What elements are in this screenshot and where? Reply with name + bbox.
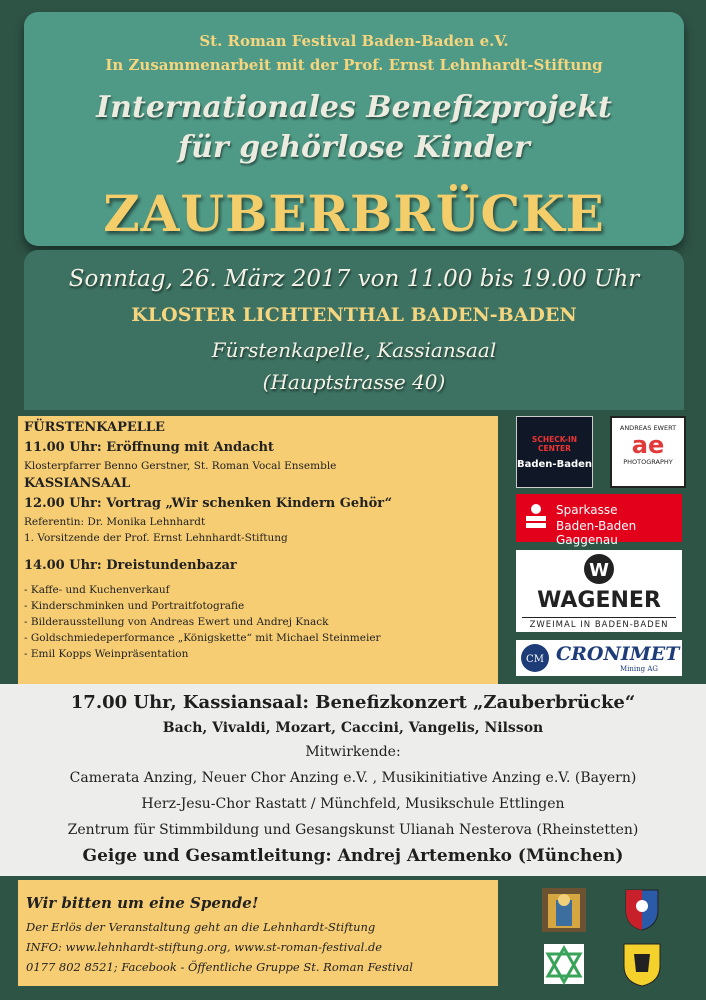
bazaar-item: - Kinderschminken und Portraitfotografie	[24, 600, 245, 612]
section-kassiansaal: KASSIANSAAL	[24, 476, 131, 491]
concert-lead: Geige und Gesamtleitung: Andrej Artemenko (München)	[82, 846, 624, 866]
footer-box	[18, 880, 498, 986]
crest-images	[520, 880, 706, 1000]
program-lecture-speaker: Referentin: Dr. Monika Lehnhardt	[24, 516, 206, 528]
proceeds-note: Der Erlös der Veranstaltung geht an die Lehnhardt-Stiftung	[26, 920, 376, 934]
bazaar-item: - Emil Kopps Weinpräsentation	[24, 648, 189, 660]
lion-crest-icon	[620, 940, 664, 984]
performers-line-3: Zentrum für Stimmbildung und Gesangskunst Ulianah Nesterova (Rheinstetten)	[67, 822, 639, 838]
cronimet-name: CRONIMET	[556, 643, 680, 665]
checkin-center-logo	[516, 416, 593, 488]
concert-panel	[0, 684, 706, 876]
sponsor-logos	[500, 416, 706, 684]
checkin-logo-line1: SCHECK-IN CENTER	[531, 435, 578, 453]
event-location: KLOSTER LICHTENTHAL BADEN-BADEN	[131, 304, 577, 326]
andreas-ewert-logo	[610, 416, 686, 488]
bazaar-item: - Bilderausstellung von Andreas Ewert und Andrej Knack	[24, 616, 329, 628]
donation-request: Wir bitten um eine Spende!	[26, 894, 259, 912]
section-fuerstenkapelle: FÜRSTENKAPELLE	[24, 420, 165, 435]
concert-title: 17.00 Uhr, Kassiansaal: Benefizkonzert „Zauberbrücke“	[70, 692, 636, 713]
performers-line-2: Herz-Jesu-Chor Rastatt / Münchfeld, Musikschule Ettlingen	[141, 796, 565, 812]
deaf-symbol-crest-icon	[542, 942, 586, 986]
event-rooms: Fürstenkapelle, Kassiansaal	[211, 338, 497, 362]
cronimet-logo	[516, 640, 682, 676]
sparkasse-line2: Baden-Baden Gaggenau	[556, 519, 637, 547]
event-date: Sonntag, 26. März 2017 von 11.00 bis 19.00 Uhr	[68, 266, 640, 292]
ewert-logo-mark: ae	[631, 431, 665, 459]
sparkasse-line1: Sparkasse	[556, 503, 618, 517]
performers-label: Mitwirkende:	[305, 744, 401, 760]
program-event-opening: 11.00 Uhr: Eröffnung mit Andacht	[24, 440, 274, 455]
poster-title: ZAUBERBRÜCKE	[103, 184, 605, 243]
cronimet-sub: Mining AG	[620, 665, 659, 673]
wagener-emblem-icon	[579, 553, 619, 585]
bazaar-item: - Kaffe- und Kuchenverkauf	[24, 584, 170, 596]
coat-of-arms-crest-icon	[620, 884, 664, 928]
saint-painting-crest-icon	[542, 888, 586, 932]
program-event-opening-detail: Klosterpfarrer Benno Gerstner, St. Roman Vocal Ensemble	[24, 460, 337, 472]
concert-composers: Bach, Vivaldi, Mozart, Caccini, Vangelis, Nilsson	[162, 720, 544, 736]
program-lecture-speaker-role: 1. Vorsitzende der Prof. Ernst Lehnhardt-Stiftung	[24, 532, 288, 544]
cooperation-text: In Zusammenarbeit mit der Prof. Ernst Lehnhardt-Stiftung	[105, 56, 603, 74]
ewert-logo-line2: PHOTOGRAPHY	[623, 458, 673, 466]
program-event-bazaar: 14.00 Uhr: Dreistundenbazar	[24, 558, 237, 573]
svg-text:CM: CM	[526, 654, 544, 665]
event-info-panel	[24, 250, 684, 410]
wagener-name: WAGENER	[537, 588, 661, 613]
sparkasse-s-icon	[524, 503, 548, 533]
info-links: INFO: www.lehnhardt-stiftung.org, www.st-roman-festival.de	[26, 940, 383, 954]
ewert-logo-line1: ANDREAS EWERT	[619, 424, 677, 432]
bazaar-item: - Goldschmiedeperformance „Königskette“ mit Michael Steinmeier	[24, 632, 381, 644]
sparkasse-logo	[516, 494, 682, 547]
heading-line-2: für gehörlose Kinder	[178, 130, 530, 165]
program-event-lecture: 12.00 Uhr: Vortrag „Wir schenken Kindern Gehör“	[24, 496, 393, 511]
cronimet-emblem-icon	[520, 643, 550, 673]
performers-line-1: Camerata Anzing, Neuer Chor Anzing e.V. , Musikinitiative Anzing e.V. (Bayern)	[69, 770, 637, 786]
svg-text:W: W	[589, 560, 609, 581]
heading-line-1: Internationales Benefizprojekt	[96, 90, 612, 125]
organizer-text: St. Roman Festival Baden-Baden e.V.	[199, 32, 509, 50]
checkin-logo-line2: Baden-Baden	[517, 459, 593, 470]
wagener-tagline: ZWEIMAL IN BADEN-BADEN	[522, 617, 676, 630]
program-box	[18, 416, 498, 684]
wagener-logo	[516, 550, 682, 632]
header-panel	[24, 12, 684, 246]
event-address: (Hauptstrasse 40)	[262, 370, 446, 394]
contact-info: 0177 802 8521; Facebook - Öffentliche Gruppe St. Roman Festival	[26, 960, 413, 974]
